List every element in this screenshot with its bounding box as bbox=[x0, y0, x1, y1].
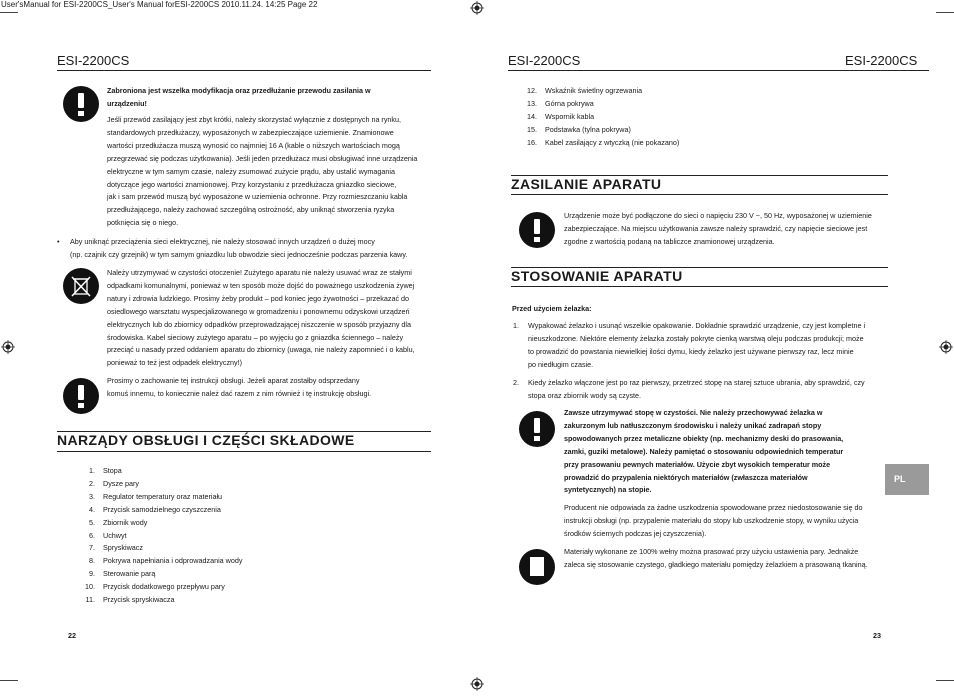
list-item bbox=[73, 555, 373, 568]
text-line: prowadzić do przypalenia niektórych materiałów (zwłaszcza materiałów bbox=[564, 472, 808, 482]
text-line: Zawsze utrzymywać stopę w czystości. Nie należy przechowywać żelazka w bbox=[564, 408, 823, 417]
text-line: Należy utrzymywać w czystości otoczenie! Zużytego aparatu nie należy usuwać wraz ze stałymi bbox=[107, 268, 412, 277]
list-item-label: Regulator temperatury oraz materiału bbox=[103, 491, 223, 501]
section-rule bbox=[57, 451, 431, 452]
text-line: przeciąć u nasady przed oddaniem aparatu do zbiornicy (uwaga, nie należy zapomnieć i o kablu, bbox=[107, 345, 415, 355]
environment-text bbox=[107, 267, 437, 370]
header-rule-right bbox=[508, 70, 929, 71]
text-line: Wypakować żelazko i usunąć wszelkie opakowanie. Dokładnie sprawdzić urządzenie, czy jest kompletne i bbox=[528, 321, 866, 330]
list-item bbox=[515, 111, 815, 124]
crop-mark bbox=[0, 12, 18, 13]
list-item-number: 6. bbox=[89, 530, 95, 540]
list-item-label: Stopa bbox=[103, 466, 122, 475]
text-line: elektryczne w tym samym czasie, należy zsumować zużycie prądu, aby ustalić wymagania bbox=[107, 166, 396, 176]
list-item-number: 11. bbox=[85, 595, 95, 605]
text-line: standardowych przedłużaczy, wyposażonych w zabezpieczające uziemienie. Znamionowe bbox=[107, 127, 394, 137]
text-line: spowodowanych przez metaliczne obiekty (np. mechanizmy deski do prasowania, bbox=[564, 433, 844, 443]
list-item-label: Pokrywa napełniania i odprowadzania wody bbox=[103, 556, 243, 566]
list-item-label: Uchwyt bbox=[103, 530, 127, 540]
producer-text bbox=[564, 502, 894, 541]
list-item-number: 9. bbox=[89, 569, 95, 579]
list-item-label: Spryskiwacz bbox=[103, 543, 143, 553]
list-item-number: 10. bbox=[85, 582, 95, 592]
list-item-number: 16. bbox=[527, 137, 537, 147]
text-line: Prosimy o zachowanie tej instrukcji obsługi. Jeżeli aparat zostałby odsprzedany bbox=[107, 376, 360, 385]
page-number-right: 23 bbox=[873, 631, 881, 640]
list-item-number: 3. bbox=[89, 491, 95, 501]
list-item bbox=[73, 504, 373, 517]
model-label-center: ESI-2200CS bbox=[508, 53, 581, 68]
text-line: to prowadzić do powstania niewielkiej ilości dymu, kiedy żelazko jest używane pierwszy raz, lecz minie bbox=[528, 346, 854, 356]
text-line: jak i sam przewód muszą być wyposażone w uziemienia ochronne. Przy rozmieszczaniu kabla bbox=[107, 192, 408, 202]
warning-icon bbox=[63, 378, 99, 414]
text-line: osiedlowego warsztatu wyspecjalizowanego w gromadzeniu i ponownemu odzyskowi urządzeń bbox=[107, 306, 410, 316]
text-line: stopa oraz zbiornik wody są czyste. bbox=[528, 390, 642, 400]
list-item bbox=[515, 98, 815, 111]
list-item-label: Dysze pary bbox=[103, 478, 139, 488]
text-line: środowiska. Kabel sieciowy zużytego aparatu – po wyjęciu go z gniazdka ściennego – należy bbox=[107, 332, 404, 342]
file-info-header: User'sManual for ESI-2200CS_User's Manual forESI-2200CS 2010.11.24. 14:25 Page 22 bbox=[1, 0, 318, 9]
text-line: Producent nie odpowiada za żadne uszkodzenia spowodowane przez niedostosowanie się do bbox=[564, 503, 863, 512]
text-line: dotyczące jego wartości znamionowej. Przy korzystaniu z przedłużacza gniazdko sieciowe, bbox=[107, 179, 397, 189]
warning-icon bbox=[63, 86, 99, 122]
list-item-number: 12. bbox=[527, 86, 537, 95]
parts-list-right bbox=[515, 85, 815, 150]
text-line: Kiedy żelazko włączone jest po raz pierwszy, przetrzeć stopę na starej sztuce ubrania, aby sprawdzić, czy bbox=[528, 378, 865, 387]
page-number-left: 22 bbox=[68, 631, 76, 640]
text-line: po niedługim czasie. bbox=[528, 359, 594, 369]
text-line: elektrycznych lub do zbiornicy odpadków przeprowadzającej niszczenie w sposób przyjazny dla bbox=[107, 319, 412, 329]
section-title-power: ZASILANIE APARATU bbox=[511, 176, 662, 192]
note-document-icon bbox=[519, 549, 555, 585]
section-rule bbox=[511, 194, 888, 195]
list-item-number: 14. bbox=[527, 111, 537, 121]
list-item bbox=[73, 594, 373, 607]
text-line: Materiały wykonane ze 100% wełny można prasować przy użyciu ustawienia pary. Jednakże bbox=[564, 547, 859, 556]
text-line: zakurzonym lub natłuszczonym środowisku i należy unikać zadrapań stopy bbox=[564, 420, 822, 430]
list-item-label: Przycisk dodatkowego przepływu pary bbox=[103, 582, 225, 592]
keep-manual-text bbox=[107, 375, 437, 401]
list-item-label: Przycisk samodzielnego czyszczenia bbox=[103, 504, 221, 514]
list-item-label: Zbiornik wody bbox=[103, 517, 148, 527]
crop-mark bbox=[0, 680, 18, 681]
step-number: 2. bbox=[513, 378, 519, 387]
list-item bbox=[515, 124, 815, 137]
list-item bbox=[73, 465, 373, 478]
extension-cord-text bbox=[107, 114, 437, 230]
list-item bbox=[73, 581, 373, 594]
language-tab bbox=[885, 464, 929, 495]
list-item-number: 13. bbox=[527, 98, 537, 108]
text-line: zgodne z wartością podaną na tabliczce znamionowej urządzenia. bbox=[564, 236, 775, 246]
list-item-number: 4. bbox=[89, 504, 95, 514]
step-number: 1. bbox=[513, 321, 519, 330]
power-text bbox=[564, 210, 894, 249]
wool-text bbox=[564, 546, 894, 572]
text-line: zamki, guziki metalowe). Należy pamiętać o stosowaniu odpowiednich temperatur bbox=[564, 446, 844, 456]
text-line: odpadkami komunalnymi, ponieważ w ten sposób może dojść do poważnego uszkodzenia żywej bbox=[107, 280, 415, 290]
header-rule-left bbox=[57, 70, 431, 71]
registration-mark-icon bbox=[1, 340, 15, 354]
list-item bbox=[73, 568, 373, 581]
registration-mark-icon bbox=[470, 1, 484, 15]
text-line: potknięcia się o niego. bbox=[107, 218, 179, 228]
recycle-bin-icon bbox=[63, 268, 99, 304]
list-item-number: 1. bbox=[89, 466, 95, 475]
bullet-icon: • bbox=[57, 237, 60, 246]
list-item-number: 8. bbox=[89, 556, 95, 566]
text-line: przedłużającego, należy zachować szczególną ostrożność, aby uniknąć stworzenia ryzyka bbox=[107, 205, 395, 215]
warning-icon bbox=[519, 212, 555, 248]
list-item-number: 15. bbox=[527, 124, 537, 134]
text-line: ponieważ to też jest odpadek elektryczny!) bbox=[107, 358, 243, 368]
list-item-label: Podstawka (tylna pokrywa) bbox=[545, 124, 631, 134]
text-line: przy prasowaniu pewnych materiałów. Użycie zbyt wysokich temperatur może bbox=[564, 459, 831, 469]
text-line: zaleca się stosowanie czystego, gładkiego materiału pomiędzy żelazkiem a prasowaną tkaniną. bbox=[564, 559, 868, 569]
step1-text bbox=[528, 320, 888, 372]
clean-sole-warning bbox=[564, 407, 894, 497]
warning-icon bbox=[519, 411, 555, 447]
list-item-label: Wskaźnik świetlny ogrzewania bbox=[545, 86, 643, 95]
list-item bbox=[515, 85, 815, 98]
text-line: wartości przedłużacza muszą wynosić co najmniej 16 A (kable o niższych wartościach mogą bbox=[107, 140, 400, 150]
text-line: Aby uniknąć przeciążenia sieci elektrycznej, nie należy stosować innych urządzeń o dużej mocy bbox=[70, 237, 375, 246]
text-line: instrukcji obsługi (np. przypalenie materiału do stopy lub uszkodzenie stopy, w wyniku użycia bbox=[564, 515, 859, 525]
list-item-label: Górna pokrywa bbox=[545, 98, 594, 108]
list-item bbox=[73, 491, 373, 504]
text-line: przegrzewać się podczas użytkowania). Jeśli jeden przedłużacz musi obsługiwać inne urządzenia bbox=[107, 153, 418, 163]
list-item bbox=[73, 478, 373, 491]
list-item-label: Wspornik kabla bbox=[545, 111, 595, 121]
list-item bbox=[515, 137, 815, 150]
list-item-number: 5. bbox=[89, 517, 95, 527]
parts-list-left bbox=[73, 465, 373, 607]
crop-mark bbox=[936, 12, 954, 13]
text-line: Urządzenie może być podłączone do sieci o napięciu 230 V ~, 50 Hz, wyposażonej w uziemienie bbox=[564, 211, 872, 220]
overload-text bbox=[70, 236, 440, 262]
registration-mark-icon bbox=[939, 340, 953, 354]
list-item bbox=[73, 542, 373, 555]
list-item-number: 7. bbox=[89, 543, 95, 553]
crop-mark bbox=[936, 680, 954, 681]
text-line: środków ściernych podczas jej czyszczenia). bbox=[564, 528, 707, 538]
text-line: natury i zdrowia ludzkiego. Prosimy żeby produkt – pod koniec jego żywotności – przekazać do bbox=[107, 293, 410, 303]
section-title-parts: NARZĄDY OBSŁUGI I CZĘŚCI SKŁADOWE bbox=[57, 432, 355, 448]
text-line: zabezpieczające. Na miejscu użytkowania zawsze należy sprawdzić, czy napięcie sieciowe jest bbox=[564, 223, 868, 233]
registration-mark-icon bbox=[470, 677, 484, 691]
list-item-number: 2. bbox=[89, 478, 95, 488]
text-line: syntetycznych) na stopie. bbox=[564, 485, 652, 495]
list-item-label: Kabel zasilający z wtyczką (nie pokazano) bbox=[545, 137, 680, 147]
text-line: (np. czajnik czy grzejnik) w tym samym gniazdku lub obwodzie sieci jednocześnie podczas parzenia kawy. bbox=[70, 249, 408, 259]
section-title-use: STOSOWANIE APARATU bbox=[511, 268, 683, 284]
text-line: nieuszkodzone. Niektóre elementy żelazka zostały pokryte cienką warstwą oleju podczas produkcji; może bbox=[528, 333, 864, 343]
text-line: Jeśli przewód zasilający jest zbyt krótki, należy skorzystać wyłącznie z dostępnych na rynku, bbox=[107, 115, 402, 124]
language-tab-label: PL bbox=[894, 474, 906, 484]
list-item-label: Przycisk spryskiwacza bbox=[103, 595, 175, 605]
section-rule bbox=[511, 286, 888, 287]
model-label-left: ESI-2200CS bbox=[57, 53, 130, 68]
list-item-label: Sterowanie parą bbox=[103, 569, 156, 579]
warning-title: Zabroniona jest wszelka modyfikacja oraz przedłużanie przewodu zasilania w urządzeniu! bbox=[107, 86, 371, 108]
model-label-right: ESI-2200CS bbox=[845, 53, 918, 68]
text-line: komuś innemu, to koniecznie należ dać razem z nim również i tę instrukcję obsługi. bbox=[107, 388, 372, 398]
list-item bbox=[73, 517, 373, 530]
step2-text bbox=[528, 377, 888, 403]
list-item bbox=[73, 530, 373, 543]
before-use-heading: Przed użyciem żelazka: bbox=[512, 304, 592, 313]
